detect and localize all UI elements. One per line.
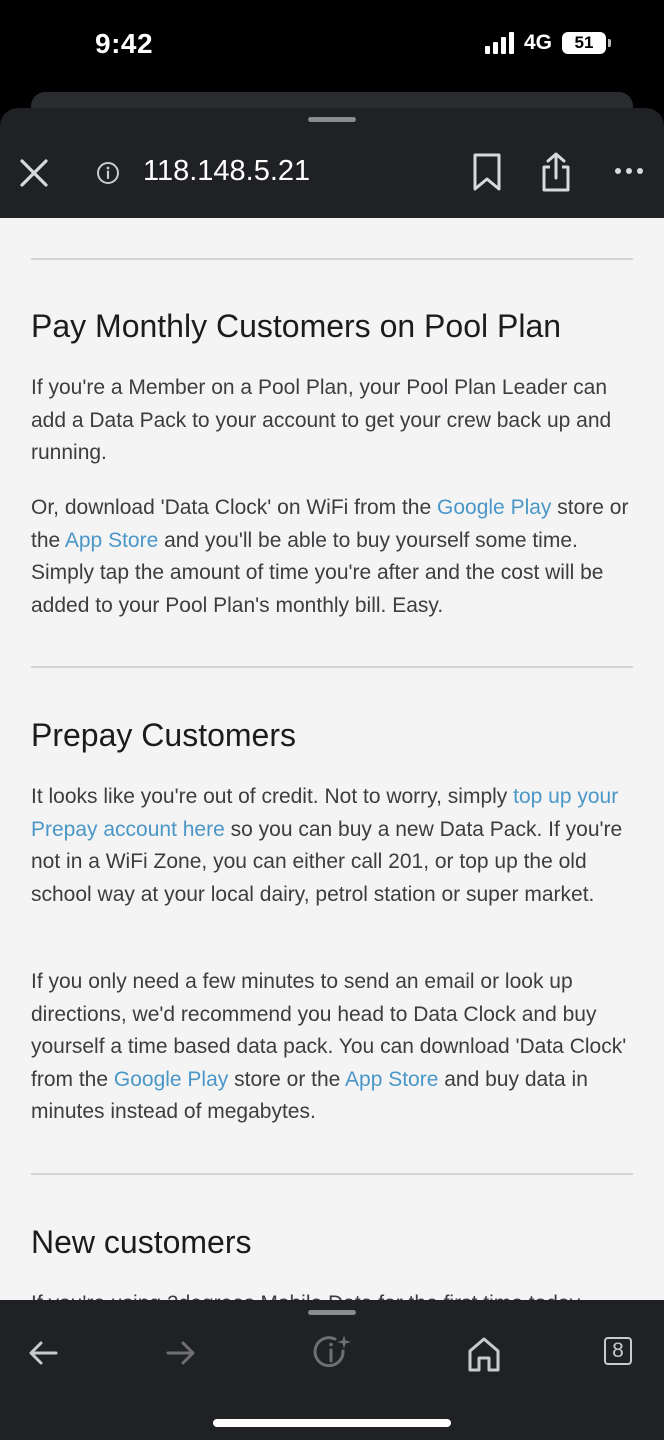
prepay-paragraph-1: It looks like you're out of credit. Not to worry, simply top up your Prepay account here so you can buy a new Data Pack. If you're not in a WiFi Zone, you can either call 201, or top up the old school way at your local dairy, petrol station or super market.	[31, 785, 623, 906]
status-bar	[0, 0, 664, 92]
battery-icon	[562, 32, 606, 54]
arrow-right-icon	[160, 1335, 200, 1371]
pay-monthly-paragraph-2: Or, download 'Data Clock' on WiFi from the Google Play store or the App Store and you'll be able to buy yourself some time. Simply tap the amount of time you're after and the cost will be added to your Pool Plan's monthly bill. Easy.	[31, 496, 629, 617]
divider	[31, 666, 633, 668]
close-button[interactable]	[16, 155, 52, 191]
bookmark-button[interactable]	[470, 152, 504, 192]
status-time: 9:42	[95, 28, 154, 59]
google-play-link[interactable]: Google Play	[437, 496, 552, 519]
browser-top-bar	[0, 108, 664, 218]
tab-count: 8	[612, 1339, 624, 1362]
share-button[interactable]	[538, 151, 574, 193]
top-up-prepay-link[interactable]: top up your Prepay account here	[31, 785, 619, 841]
address-bar-url[interactable]: 118.148.5.21	[143, 155, 311, 187]
share-icon	[538, 151, 574, 193]
battery-level: 51	[574, 33, 594, 52]
arrow-left-icon	[24, 1335, 64, 1371]
home-button[interactable]	[464, 1335, 504, 1373]
back-button[interactable]	[24, 1335, 64, 1371]
prepay-paragraph-2: If you only need a few minutes to send an email or look up directions, we'd recommend you head to Data Clock and buy yourself a time based data pack. You can download 'Data Clock' from the Google Play store or the App Store and buy data in minutes instead of megabytes.	[31, 970, 627, 1123]
pay-monthly-paragraph-1: If you're a Member on a Pool Plan, your Pool Plan Leader can add a Data Pack to your account to get your crew back up and running.	[31, 376, 612, 464]
app-store-link[interactable]: App Store	[345, 1067, 439, 1091]
signal-icon	[485, 32, 514, 54]
divider	[31, 258, 633, 260]
more-icon	[611, 160, 647, 182]
home-indicator[interactable]	[213, 1419, 451, 1427]
bottom-toolbar	[0, 1300, 664, 1440]
site-info-button[interactable]	[96, 161, 120, 185]
bookmark-icon	[470, 152, 504, 192]
page-content	[0, 218, 664, 1300]
toolbar-grabber[interactable]	[308, 1310, 356, 1315]
forward-button[interactable]	[160, 1335, 200, 1371]
page-info-ai-button[interactable]	[313, 1333, 353, 1373]
more-button[interactable]	[611, 160, 647, 182]
network-type: 4G	[523, 31, 552, 54]
app-store-link[interactable]: App Store	[64, 528, 159, 552]
home-icon	[464, 1335, 504, 1373]
tabs-button[interactable]	[604, 1337, 632, 1365]
section-title-pay-monthly: Pay Monthly Customers on Pool Plan	[31, 308, 562, 344]
sheet-grabber[interactable]	[308, 117, 356, 122]
divider	[31, 1173, 633, 1175]
section-title-prepay: Prepay Customers	[31, 717, 296, 753]
info-icon	[96, 161, 120, 185]
sparkle-info-icon	[313, 1333, 353, 1373]
status-indicators	[485, 31, 606, 55]
close-icon	[16, 155, 52, 191]
section-title-new-customers: New customers	[31, 1224, 252, 1260]
google-play-link[interactable]: Google Play	[113, 1067, 229, 1091]
